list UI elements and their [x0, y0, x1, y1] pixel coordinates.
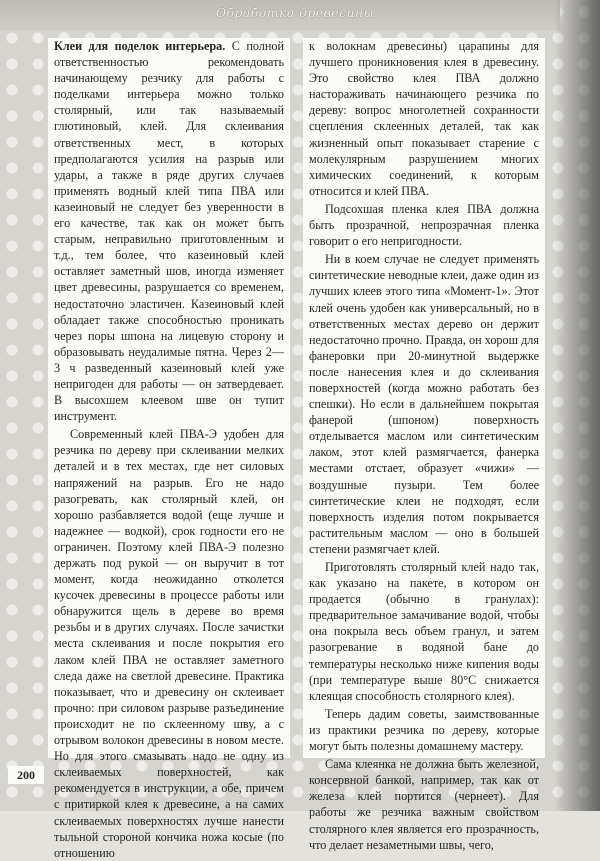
- paragraph-7: Теперь дадим советы, заимствованные из практики резчика по дереву, которые могут быть полезны домашнему мастеру.: [309, 706, 539, 754]
- paragraph-5: Ни в коем случае не следует применять синтетические неводные клеи, даже один из лучших клеев этого типа «Момент-1». Этот клей очень удобен как универсальный, но в ответственных местах дерево он держит недостаточно прочно. Правда, он хорош для фанеровки при 20-минутной выдержке после нанесения клея и до склеивания поверхностей (когда можно работать без спешки). Но если в дальнейшем покрытая фанерой (шпоном) поверхность отделывается маслом или синтетическим лаком, этот клей размягчается, фанерка местами отстает, образует «чижи» — воздушные пузыри. Тем более синтетические клеи не подходят, если поверхность изделия потом покрывается растительным маслом — оно в большей степени размягчает клей.: [309, 252, 539, 556]
- paragraph-6: Приготовлять столярный клей надо так, как указано на пакете, в котором он продается (обычно в гранулах): предварительное замачивание водой, чтобы она покрыла весь объем гранул, и затем разогревание в водяной бане до температуры несколько ниже кипения воды (при температуре выше 80°С снижается клеящая способность столярного клея).: [309, 560, 539, 703]
- paragraph-8: Сама клеянка не должна быть железной, консервной банкой, например, так как от железа клей портится (чернеет). Для работы же резчика важным свойством столярного клея является его прозрачность, что делает незаметными швы, чего,: [309, 757, 539, 852]
- page-number: 200: [8, 766, 44, 784]
- right-column: [303, 38, 545, 852]
- running-head: Обработка древесины: [215, 5, 375, 20]
- left-column: [48, 38, 290, 860]
- paragraph-2: Современный клей ПВА-Э удобен для резчика по дереву при склеивании мелких деталей и в тех местах, где нет силовых напряжений на разрыв. Его не надо разогревать, как столярный клей, он хорошо разбавляется водой (еще лучше и надежнее — водкой), срок годности его не ограничен. Поэтому клей ПВА-Э полезно держать под рукой — он выручит в тот момент, когда неожиданно отколется кусочек древесины в процессе работы или обнаружится щель в дереве во время резьбы и в других случаях. После зачистки места склеивания и после покрытия его лаком клей ПВА не оставляет заметного следа даже на светлой древесине. Практика показывает, что и древесину он склеивает прочно: при силовом разрыве разъединение происходит не по склеенному шву, а с отрывом волокон древесины в новом месте. Но для этого смазывать надо не одну из склеиваемых поверхностей, как рекомендуется в инструкции, а обе, причем с притиркой клея к древесине, а на самих склеиваемых поверхностях лучше нанести тыльной стороной кончика ножа косые (по отношению: [54, 427, 284, 860]
- paragraph-3: к волокнам древесины) царапины для лучшего проникновения клея в древесину. Это свойство клея ПВА должно настораживать начинающего резчика по дереву: вопрос многолетней сохранности сцепления склеенных деталей, так как жизненный опыт показывает старение с молекулярным разрушением многих химических соединений, к которым относится и клей ПВА.: [309, 39, 539, 198]
- paragraph-1-text: С полной ответственностью рекомендовать начинающему резчику для работы с поделками интерьера можно только столярный, или так называемый глютиновый, клей. Для склеивания ответственных мест, в которых предполагаются усилия на разрыв или удары, а также в ряде других случаев применять водный клей типа ПВА или казеиновый не следует без уверенности в его качестве, так как он может быть старым, неправильно приготовленным и т.д., тем более, что казеиновый клей оставляет заметный шов, иногда изменяет цвет древесины, разрушается со временем, недостаточно эластичен. Казеиновый клей обладает также способностью проникать через поры шпона на лицевую сторону и образовывать неудалимые пятна. Через 2—3 ч разведенный казеиновый клей уже непригоден для работы — он затвердевает. В высохшем клеевом шве он тупит инструмент.: [54, 39, 284, 424]
- binding-shadow: [554, 0, 600, 811]
- paragraph-4: Подсохшая пленка клея ПВА должна быть прозрачной, непрозрачная пленка говорит о его непригодности.: [309, 201, 539, 249]
- lead-heading: Клеи для поделок интерьера.: [54, 39, 226, 53]
- paragraph-1: [54, 38, 284, 424]
